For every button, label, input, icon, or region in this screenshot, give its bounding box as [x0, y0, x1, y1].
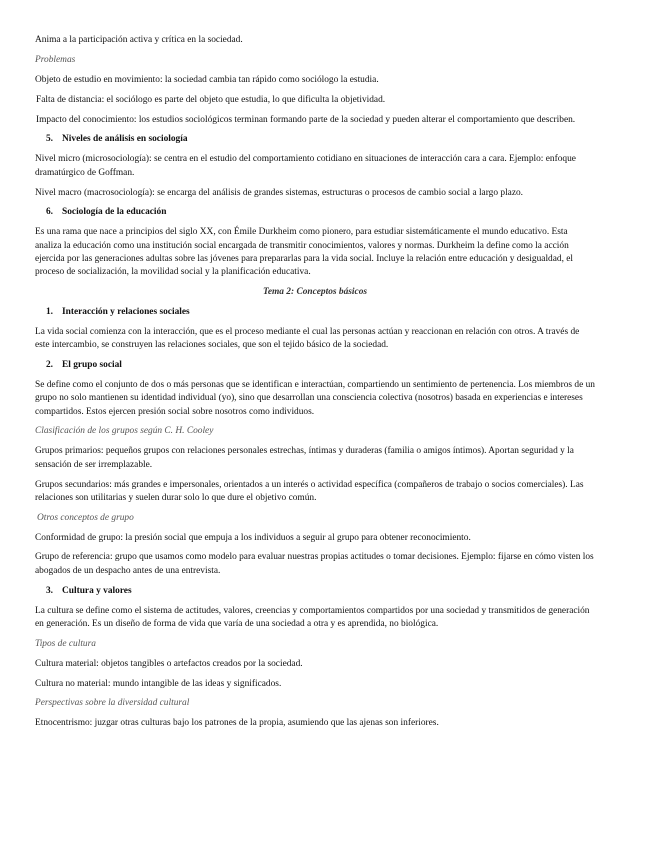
- subheading-otros: Otros conceptos de grupo: [37, 512, 134, 523]
- paragraph: Etnocentrismo: juzgar otras culturas bajo los patrones de la propia, asumiendo que las ajenas son inferiores.: [35, 718, 439, 729]
- paragraph: Objeto de estudio en movimiento: la sociedad cambia tan rápido como sociólogo la estudia.: [35, 74, 379, 85]
- paragraph: Impacto del conocimiento: los estudios sociológicos terminan formando parte de la sociedad y pueden alterar el comportamiento que describen.: [36, 114, 576, 125]
- paragraph: Cultura no material: mundo intangible de las ideas y significados.: [35, 678, 282, 689]
- subheading-cooley: Clasificación de los grupos según C. H. Cooley: [35, 426, 214, 437]
- paragraph: La cultura se define como el sistema de actitudes, valores, creencias y comportamientos compartidos por una sociedad y transmitidos de generación en generación. Es un diseño de forma de vida que varía de una sociedad a otra y es aprendida, no biológica.: [35, 605, 590, 629]
- section-heading: 3. Cultura y valores: [45, 585, 132, 596]
- paragraph: La vida social comienza con la interacción, que es el proceso mediante el cual las personas actúan y reaccionan en relación con otros. A través de este intercambio, se construyen las relaciones sociales, que son el tejido básico de la sociedad.: [35, 326, 580, 351]
- subheading-perspectivas: Perspectivas sobre la diversidad cultural: [35, 698, 190, 709]
- topic-title: Tema 2: Conceptos básicos: [262, 287, 368, 298]
- document-page: [35, 34, 595, 737]
- paragraph: Cultura material: objetos tangibles o artefactos creados por la sociedad.: [35, 658, 303, 669]
- paragraph: Grupos primarios: pequeños grupos con relaciones personales estrechas, íntimas y duraderas (familia o amigos íntimos). Aportan seguridad y la sensación de ser irremplazable.: [35, 446, 574, 470]
- paragraph: Se define como el conjunto de dos o más personas que se identifican e interactúan, compartiendo un sentimiento de pertenencia. Los miembros de un grupo no solo mantienen su identidad individual (yo), sino que desarrollan una consciencia colectiva (nosotros) basada en experiencias e intereses compartidos. Estos ejercen presión social sobre nosotros como individuos.: [35, 379, 595, 417]
- section-heading: 6. Sociología de la educación: [45, 207, 167, 218]
- paragraph: Nivel macro (macrosociología): se encarga del análisis de grandes sistemas, estructuras o procesos de cambio social a largo plazo.: [35, 187, 524, 198]
- paragraph: Grupos secundarios: más grandes e impersonales, orientados a un interés o actividad específica (compañeros de trabajo o socios comerciales). Las relaciones son utilitarias y suelen durar solo lo que dure el objetivo común.: [35, 479, 584, 503]
- section-heading: 1. Interacción y relaciones sociales: [45, 306, 190, 317]
- subheading-problems: Problemas: [35, 54, 76, 65]
- paragraph: Es una rama que nace a principios del siglo XX, con Émile Durkheim como pionero, para estudiar sistemáticamente el mundo educativo. Esta analiza la educación como una institución social encargada de transmitir conocimientos, valores y normas. Durkheim la define como la acción ejercida por las generaciones adultas sobre las jóvenes para prepararlas para la vida social. Incluye la relación entre educación y desigualdad, el proceso de socialización, la movilidad social y la planificación educativa.: [35, 227, 574, 278]
- section-heading: 2. El grupo social: [45, 360, 122, 371]
- paragraph: Nivel micro (microsociología): se centra en el estudio del comportamiento cotidiano en situaciones de interacción cara a cara. Ejemplo: enfoque dramatúrgico de Goffman.: [35, 154, 576, 178]
- section-heading: 5. Niveles de análisis en sociología: [45, 134, 188, 145]
- subheading-tipos: Tipos de cultura: [35, 638, 96, 649]
- paragraph: Falta de distancia: el sociólogo es parte del objeto que estudia, lo que dificulta la objetividad.: [36, 94, 386, 105]
- paragraph: Anima a la participación activa y crítica en la sociedad.: [35, 35, 243, 45]
- paragraph: Conformidad de grupo: la presión social que empuja a los individuos a seguir al grupo para obtener reconocimiento.: [35, 532, 471, 543]
- paragraph: Grupo de referencia: grupo que usamos como modelo para evaluar nuestras propias actitudes o tomar decisiones. Ejemplo: fijarse en cómo visten los abogados de un despacho antes de una entrevista.: [35, 552, 594, 576]
